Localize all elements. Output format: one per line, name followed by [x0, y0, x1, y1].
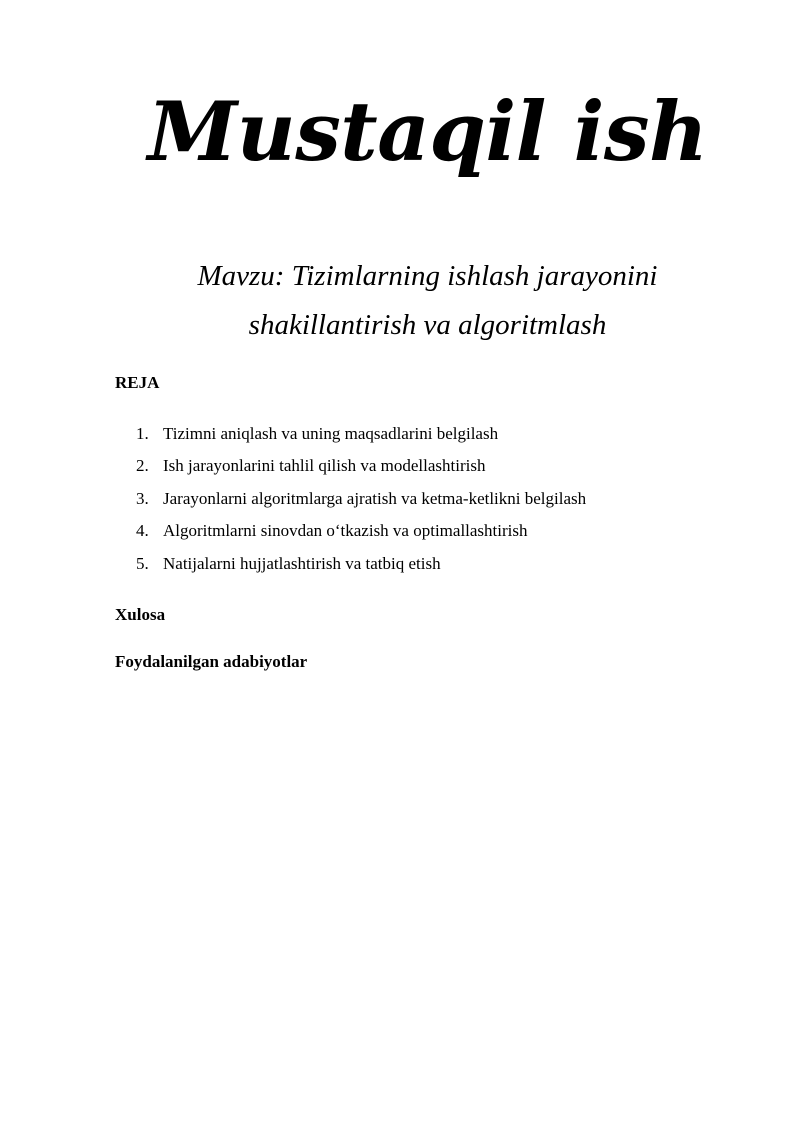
plan-item [136, 423, 586, 455]
plan-item [136, 520, 586, 552]
plan-item-text: Natijalarni hujjatlashtirish va tatbiq etish [163, 553, 441, 573]
plan-item-number: 2. [136, 456, 149, 476]
plan-item-text: Tizimni aniqlash va uning maqsadlarini belgilash [163, 424, 499, 443]
plan-item-text: Jarayonlarni algoritmlarga ajratish va ketma-ketlikni belgilash [163, 488, 587, 508]
plan-item-text: Algoritmlarni sinovdan o‘tkazish va optimallashtirish [163, 521, 528, 541]
plan-item [136, 455, 586, 487]
plan-list [136, 423, 586, 585]
plan-item-text: Ish jarayonlarini tahlil qilish va modellashtirish [163, 456, 486, 476]
plan-item-number: 1. [136, 424, 149, 443]
plan-heading: REJA [115, 373, 160, 392]
plan-item-number: 4. [136, 521, 149, 541]
plan-item-number: 3. [136, 488, 149, 508]
document-subtitle [115, 252, 740, 350]
plan-item [136, 488, 586, 520]
references-heading: Foydalanilgan adabiyotlar [115, 652, 308, 671]
plan-item-number: 5. [136, 553, 149, 573]
subtitle-line-1: Mavzu: Tizimlarning ishlash jarayonini [197, 260, 658, 292]
conclusion-heading: Xulosa [115, 605, 166, 624]
document-title: Mustaqil ish [147, 85, 708, 180]
plan-item [136, 553, 586, 585]
subtitle-line-2: shakillantirish va algoritmlash [248, 309, 607, 341]
